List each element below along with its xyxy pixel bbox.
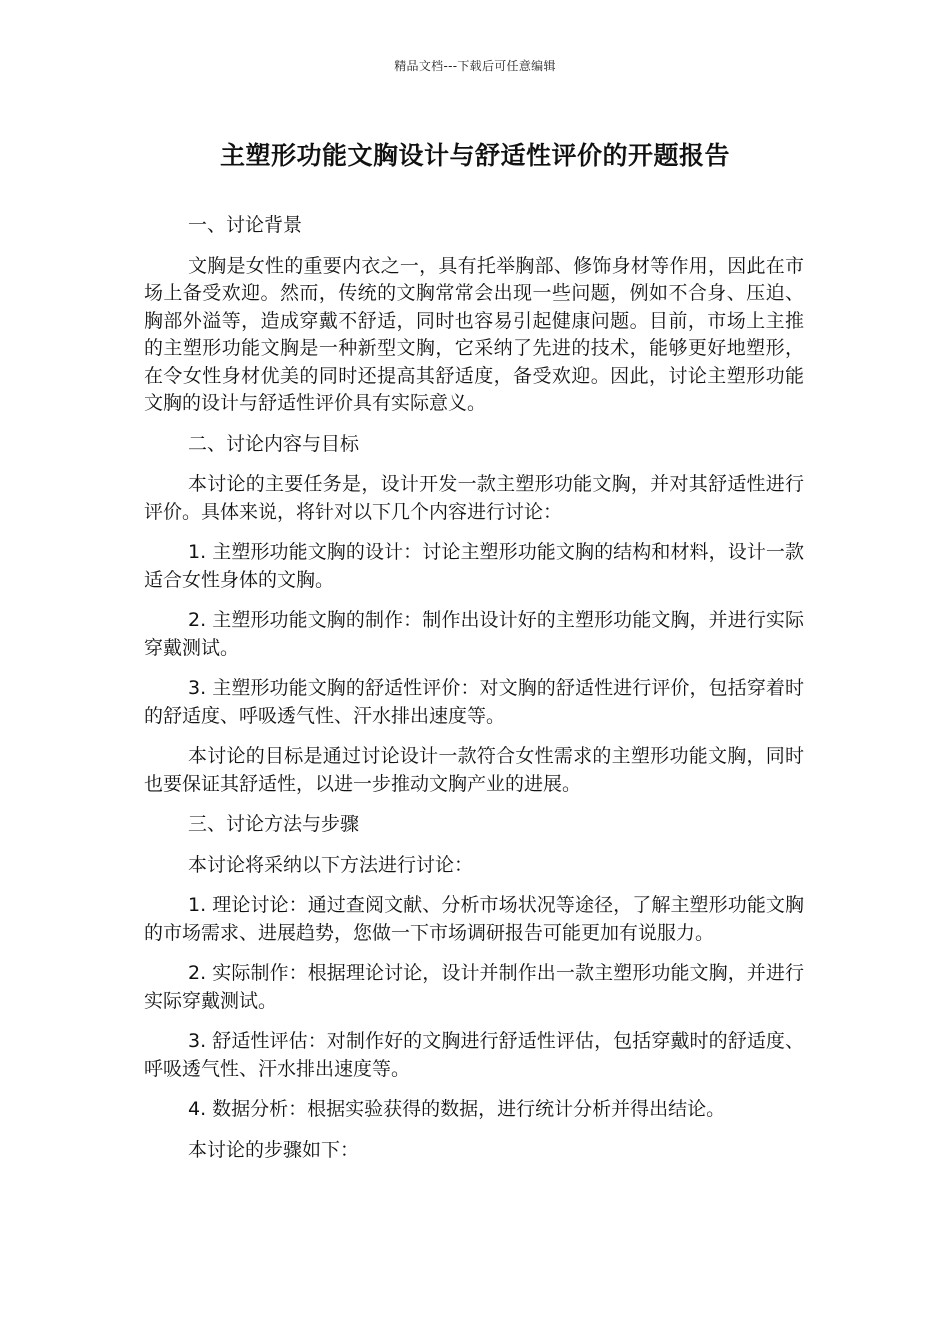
document-body: [144, 212, 804, 1177]
list-item: 2. 实际制作：根据理论讨论，设计并制作出一款主塑形功能文胸，并进行实际穿戴测试。: [144, 962, 804, 1012]
paragraph: 本讨论的主要任务是，设计开发一款主塑形功能文胸，并对其舒适性进行评价。具体来说，将针对以下几个内容进行讨论：: [144, 473, 804, 523]
section-heading: 三、讨论方法与步骤: [188, 813, 360, 835]
list-item: 1. 理论讨论：通过查阅文献、分析市场状况等途径，了解主塑形功能文胸的市场需求、进展趋势，您做一下市场调研报告可能更加有说服力。: [144, 894, 804, 944]
list-item: 1. 主塑形功能文胸的设计：讨论主塑形功能文胸的结构和材料，设计一款适合女性身体的文胸。: [144, 541, 804, 591]
header-note: 精品文档---下载后可任意编辑: [394, 59, 556, 73]
paragraph: 本讨论将采纳以下方法进行讨论：: [188, 853, 474, 876]
list-item: 3. 主塑形功能文胸的舒适性评价：对文胸的舒适性进行评价，包括穿着时的舒适度、呼吸透气性、汗水排出速度等。: [144, 677, 804, 727]
section-heading: 一、讨论背景: [188, 214, 303, 236]
list-item: 2. 主塑形功能文胸的制作：制作出设计好的主塑形功能文胸，并进行实际穿戴测试。: [144, 609, 804, 659]
list-item: 3. 舒适性评估：对制作好的文胸进行舒适性评估，包括穿戴时的舒适度、呼吸透气性、汗水排出速度等。: [144, 1030, 804, 1080]
document-title: 主塑形功能文胸设计与舒适性评价的开题报告: [219, 141, 730, 170]
paragraph: 本讨论的步骤如下：: [188, 1138, 360, 1161]
section-heading: 二、讨论内容与目标: [188, 432, 360, 455]
paragraph: 本讨论的目标是通过讨论设计一款符合女性需求的主塑形功能文胸，同时也要保证其舒适性，以进一步推动文胸产业的进展。: [144, 745, 804, 795]
list-item: 4. 数据分析：根据实验获得的数据，进行统计分析并得出结论。: [188, 1098, 726, 1120]
paragraph: 文胸是女性的重要内衣之一，具有托举胸部、修饰身材等作用，因此在市场上备受欢迎。然而，传统的文胸常常会出现一些问题，例如不合身、压迫、胸部外溢等，造成穿戴不舒适，同时也容易引起健康问题。目前，市场上主推的主塑形功能文胸是一种新型文胸，它采纳了先进的技术，能够更好地塑形，在令女性身材优美的同时还提高其舒适度，备受欢迎。因此，讨论主塑形功能文胸的设计与舒适性评价具有实际意义。: [144, 254, 804, 414]
